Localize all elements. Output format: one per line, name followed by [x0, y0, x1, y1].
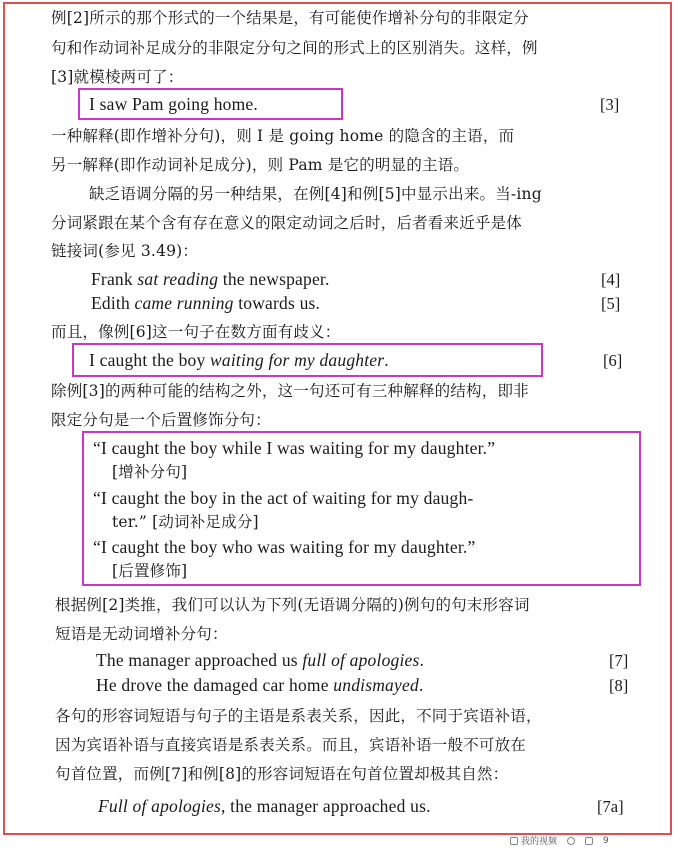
example-7-number: [7] [609, 651, 629, 670]
text-line: 而且，像例[6]这一句子在数方面有歧义： [51, 323, 341, 341]
my-videos-link[interactable]: 我的视频 [510, 834, 557, 847]
example-8-text: He drove the damaged car home undismayed. [96, 675, 424, 695]
example-5-text: Edith came running towards us. [91, 293, 321, 313]
video-icon [510, 837, 518, 845]
interpretation-3: “I caught the boy who was waiting for my daughter.” [93, 537, 476, 557]
text-line: 各句的形容词短语与句子的主语是系表关系，因此，不同于宾语补语， [55, 707, 542, 725]
bottom-toolbar [510, 835, 680, 846]
text-line: 除例[3]的两种可能的结构之外，这一句还可有三种解释的结构，即非 [51, 382, 529, 400]
text-line: 根据例[2]类推，我们可以认为下列(无语调分隔的)例句的句末形容词 [55, 596, 530, 614]
text-line: 例[2]所示的那个形式的一个结果是，有可能使作增补分句的非限定分 [51, 9, 529, 27]
example-3-number: [3] [600, 95, 620, 114]
example-3-text: I saw Pam going home. [89, 94, 258, 114]
text-line: 句首位置，而例[7]和例[8]的形容词短语在句首位置却极其自然： [55, 765, 509, 783]
circle-icon[interactable] [567, 837, 575, 845]
example-7-text: The manager approached us full of apologies. [96, 650, 425, 670]
text-line: 另一解释(即作动词补足成分)，则 Pam 是它的明显的主语。 [51, 156, 470, 174]
example-8-number: [8] [609, 676, 629, 695]
example-7a-number: [7a] [597, 797, 624, 816]
text-line: 句和作动词补足成分的非限定分句之间的形式上的区别消失。这样，例 [51, 39, 538, 57]
text-line: 因为宾语补语与直接宾语是系表关系。而且，宾语补语一般不可放在 [55, 736, 527, 754]
mail-icon[interactable] [585, 837, 593, 845]
text-line: 一种解释(即作增补分句)，则 I 是 going home 的隐含的主语，而 [51, 127, 515, 145]
text-line: 缺乏语调分隔的另一种结果，在例[4]和例[5]中显示出来。当-ing [89, 185, 542, 203]
example-4-number: [4] [601, 270, 621, 289]
interpretation-3-label: [后置修饰] [112, 562, 188, 580]
interpretation-2-label: ter.” [动词补足成分] [112, 513, 259, 531]
text-line: 限定分句是一个后置修饰分句： [51, 411, 271, 429]
interpretation-1-label: [增补分句] [112, 463, 188, 481]
example-7a-text: Full of apologies, the manager approached us. [98, 796, 431, 816]
example-6-text: I caught the boy waiting for my daughter. [89, 350, 389, 370]
text-line: 链接词(参见 3.49)： [51, 242, 199, 260]
counter-label: 9 [603, 835, 609, 846]
text-line: [3]就模棱两可了： [51, 68, 184, 86]
interpretation-1: “I caught the boy while I was waiting for my daughter.” [93, 438, 496, 458]
example-5-number: [5] [601, 294, 621, 313]
example-4-text: Frank sat reading the newspaper. [91, 269, 330, 289]
interpretation-2: “I caught the boy in the act of waiting for my daugh- [93, 488, 474, 508]
text-line: 短语是无动词增补分句： [55, 625, 228, 643]
example-6-number: [6] [603, 351, 623, 370]
text-line: 分词紧跟在某个含有存在意义的限定动词之后时，后者看来近乎是体 [51, 214, 523, 232]
